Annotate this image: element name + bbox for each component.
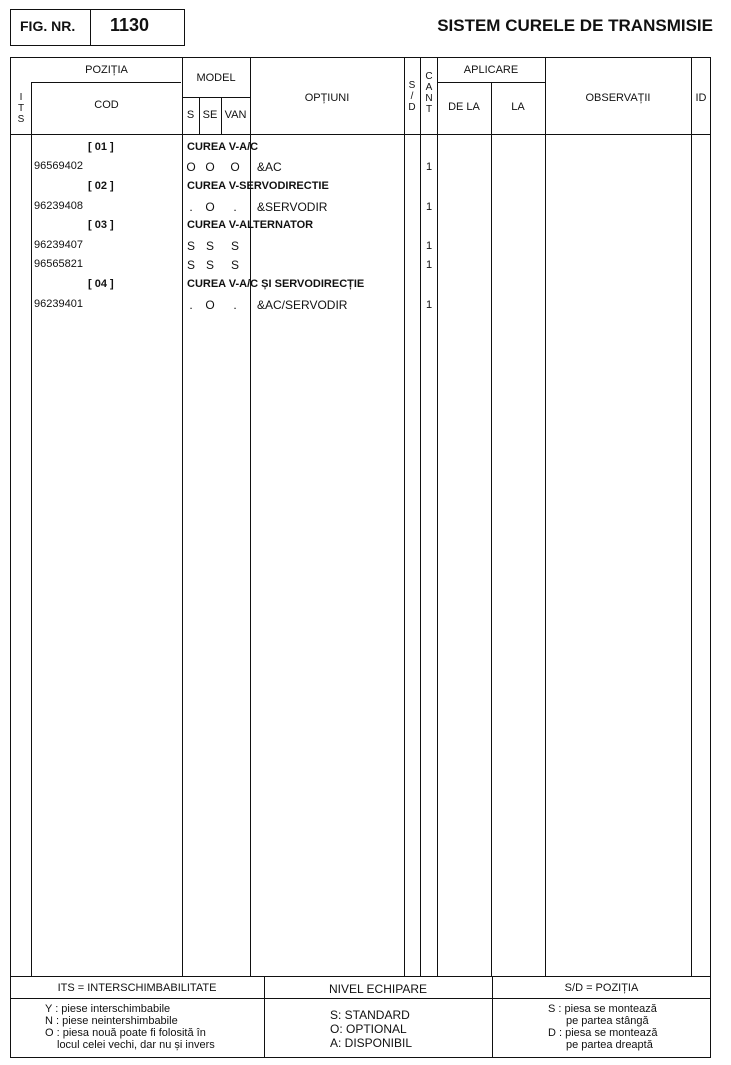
group-position: [ 04 ] (88, 278, 114, 290)
model-van-value: . (233, 200, 237, 214)
option-marker (250, 197, 251, 215)
part-code: 96239408 (34, 200, 83, 212)
fig-box-divider (90, 10, 91, 45)
col-header-model-van: VAN (224, 109, 247, 121)
model-s-value: S (186, 258, 195, 272)
part-code: 96569402 (34, 160, 83, 172)
col-header-observatii: OBSERVAȚII (585, 92, 651, 104)
col-header-sd: S / D (408, 80, 416, 113)
group-title: CUREA V-SERVODIRECTIE (187, 180, 329, 192)
col-header-cod: COD (94, 99, 119, 111)
col-line-its (31, 83, 32, 976)
part-code: 96239407 (34, 239, 83, 251)
col-header-de-la: DE LA (448, 101, 480, 113)
col-header-model-s: S (186, 109, 195, 121)
part-qty: 1 (425, 240, 433, 252)
model-van-value: . (233, 298, 237, 312)
part-code: 96239401 (34, 298, 83, 310)
model-se-value: O (205, 160, 215, 174)
col-line-la (545, 58, 546, 976)
col-line-cant (437, 58, 438, 976)
option-marker (250, 236, 251, 254)
part-qty: 1 (425, 259, 433, 271)
header-bottom-line (11, 134, 710, 135)
model-s-value: O (186, 160, 196, 174)
part-qty: 1 (425, 201, 433, 213)
col-header-its: I T S (17, 92, 25, 125)
col-line-obs (691, 58, 692, 976)
model-underline (183, 97, 250, 98)
model-s-value: S (186, 239, 195, 253)
page-title: SISTEM CURELE DE TRANSMISIE (437, 16, 713, 35)
legend-sd-heading: S/D = POZIȚIA (564, 982, 639, 994)
model-se-value: S (205, 239, 214, 253)
part-option: &AC (257, 160, 282, 174)
col-line-sd (420, 58, 421, 976)
fig-number: 1130 (110, 15, 150, 35)
group-position: [ 03 ] (88, 219, 114, 231)
part-option: &SERVODIR (257, 200, 328, 214)
col-header-la: LA (511, 101, 525, 113)
model-van-value: S (230, 258, 239, 272)
col-header-cant: C A N T (425, 71, 433, 115)
group-title: CUREA V-A/C ȘI SERVODIRECȚIE (187, 278, 365, 290)
part-code: 96565821 (34, 258, 83, 270)
col-header-model: MODEL (196, 72, 236, 84)
col-line-model (250, 58, 251, 976)
option-marker (250, 255, 251, 273)
col-header-model-se: SE (202, 109, 218, 121)
legend-its-heading: ITS = INTERSCHIMBABILITATE (57, 982, 217, 994)
legend-its-text: Y : piese interschimbabile N : piese neintershimbabile O : piesa nouă poate fi folosită în locul celei vechi, dar nu și invers (45, 1003, 215, 1051)
legend-heading-line (11, 998, 710, 999)
model-van-value: O (230, 160, 240, 174)
col-header-optiuni: OPȚIUNI (304, 92, 350, 104)
legend-nivel-heading: NIVEL ECHIPARE (328, 982, 428, 996)
col-header-id: ID (695, 92, 707, 104)
option-marker (250, 295, 251, 313)
group-title: CUREA V-A/C (187, 141, 259, 153)
group-position: [ 02 ] (88, 180, 114, 192)
col-header-aplicare: APLICARE (463, 64, 519, 76)
group-title: CUREA V-ALTERNATOR (187, 219, 314, 231)
col-line-dela (491, 83, 492, 976)
col-line-optiuni (404, 58, 405, 976)
model-se-value: O (205, 200, 215, 214)
legend-sd-text: S : piesa se montează pe partea stângă D : piesa se montează pe partea dreaptă (548, 1003, 658, 1051)
group-position: [ 01 ] (88, 141, 114, 153)
model-van-value: S (230, 239, 239, 253)
legend-nivel-text: S: STANDARD O: OPTIONAL A: DISPONIBIL (330, 1008, 413, 1050)
model-s-value: . (189, 200, 193, 214)
model-s-value: . (189, 298, 193, 312)
pozitia-underline (31, 82, 181, 83)
fig-label: FIG. NR. (20, 18, 76, 34)
col-header-pozitia: POZIȚIA (85, 64, 128, 76)
model-se-value: S (205, 258, 214, 272)
part-qty: 1 (425, 299, 433, 311)
col-line-cod (182, 58, 183, 976)
model-se-value: O (205, 298, 215, 312)
option-marker (250, 157, 251, 175)
parts-table (10, 57, 711, 977)
part-qty: 1 (425, 161, 433, 173)
part-option: &AC/SERVODIR (257, 298, 348, 312)
